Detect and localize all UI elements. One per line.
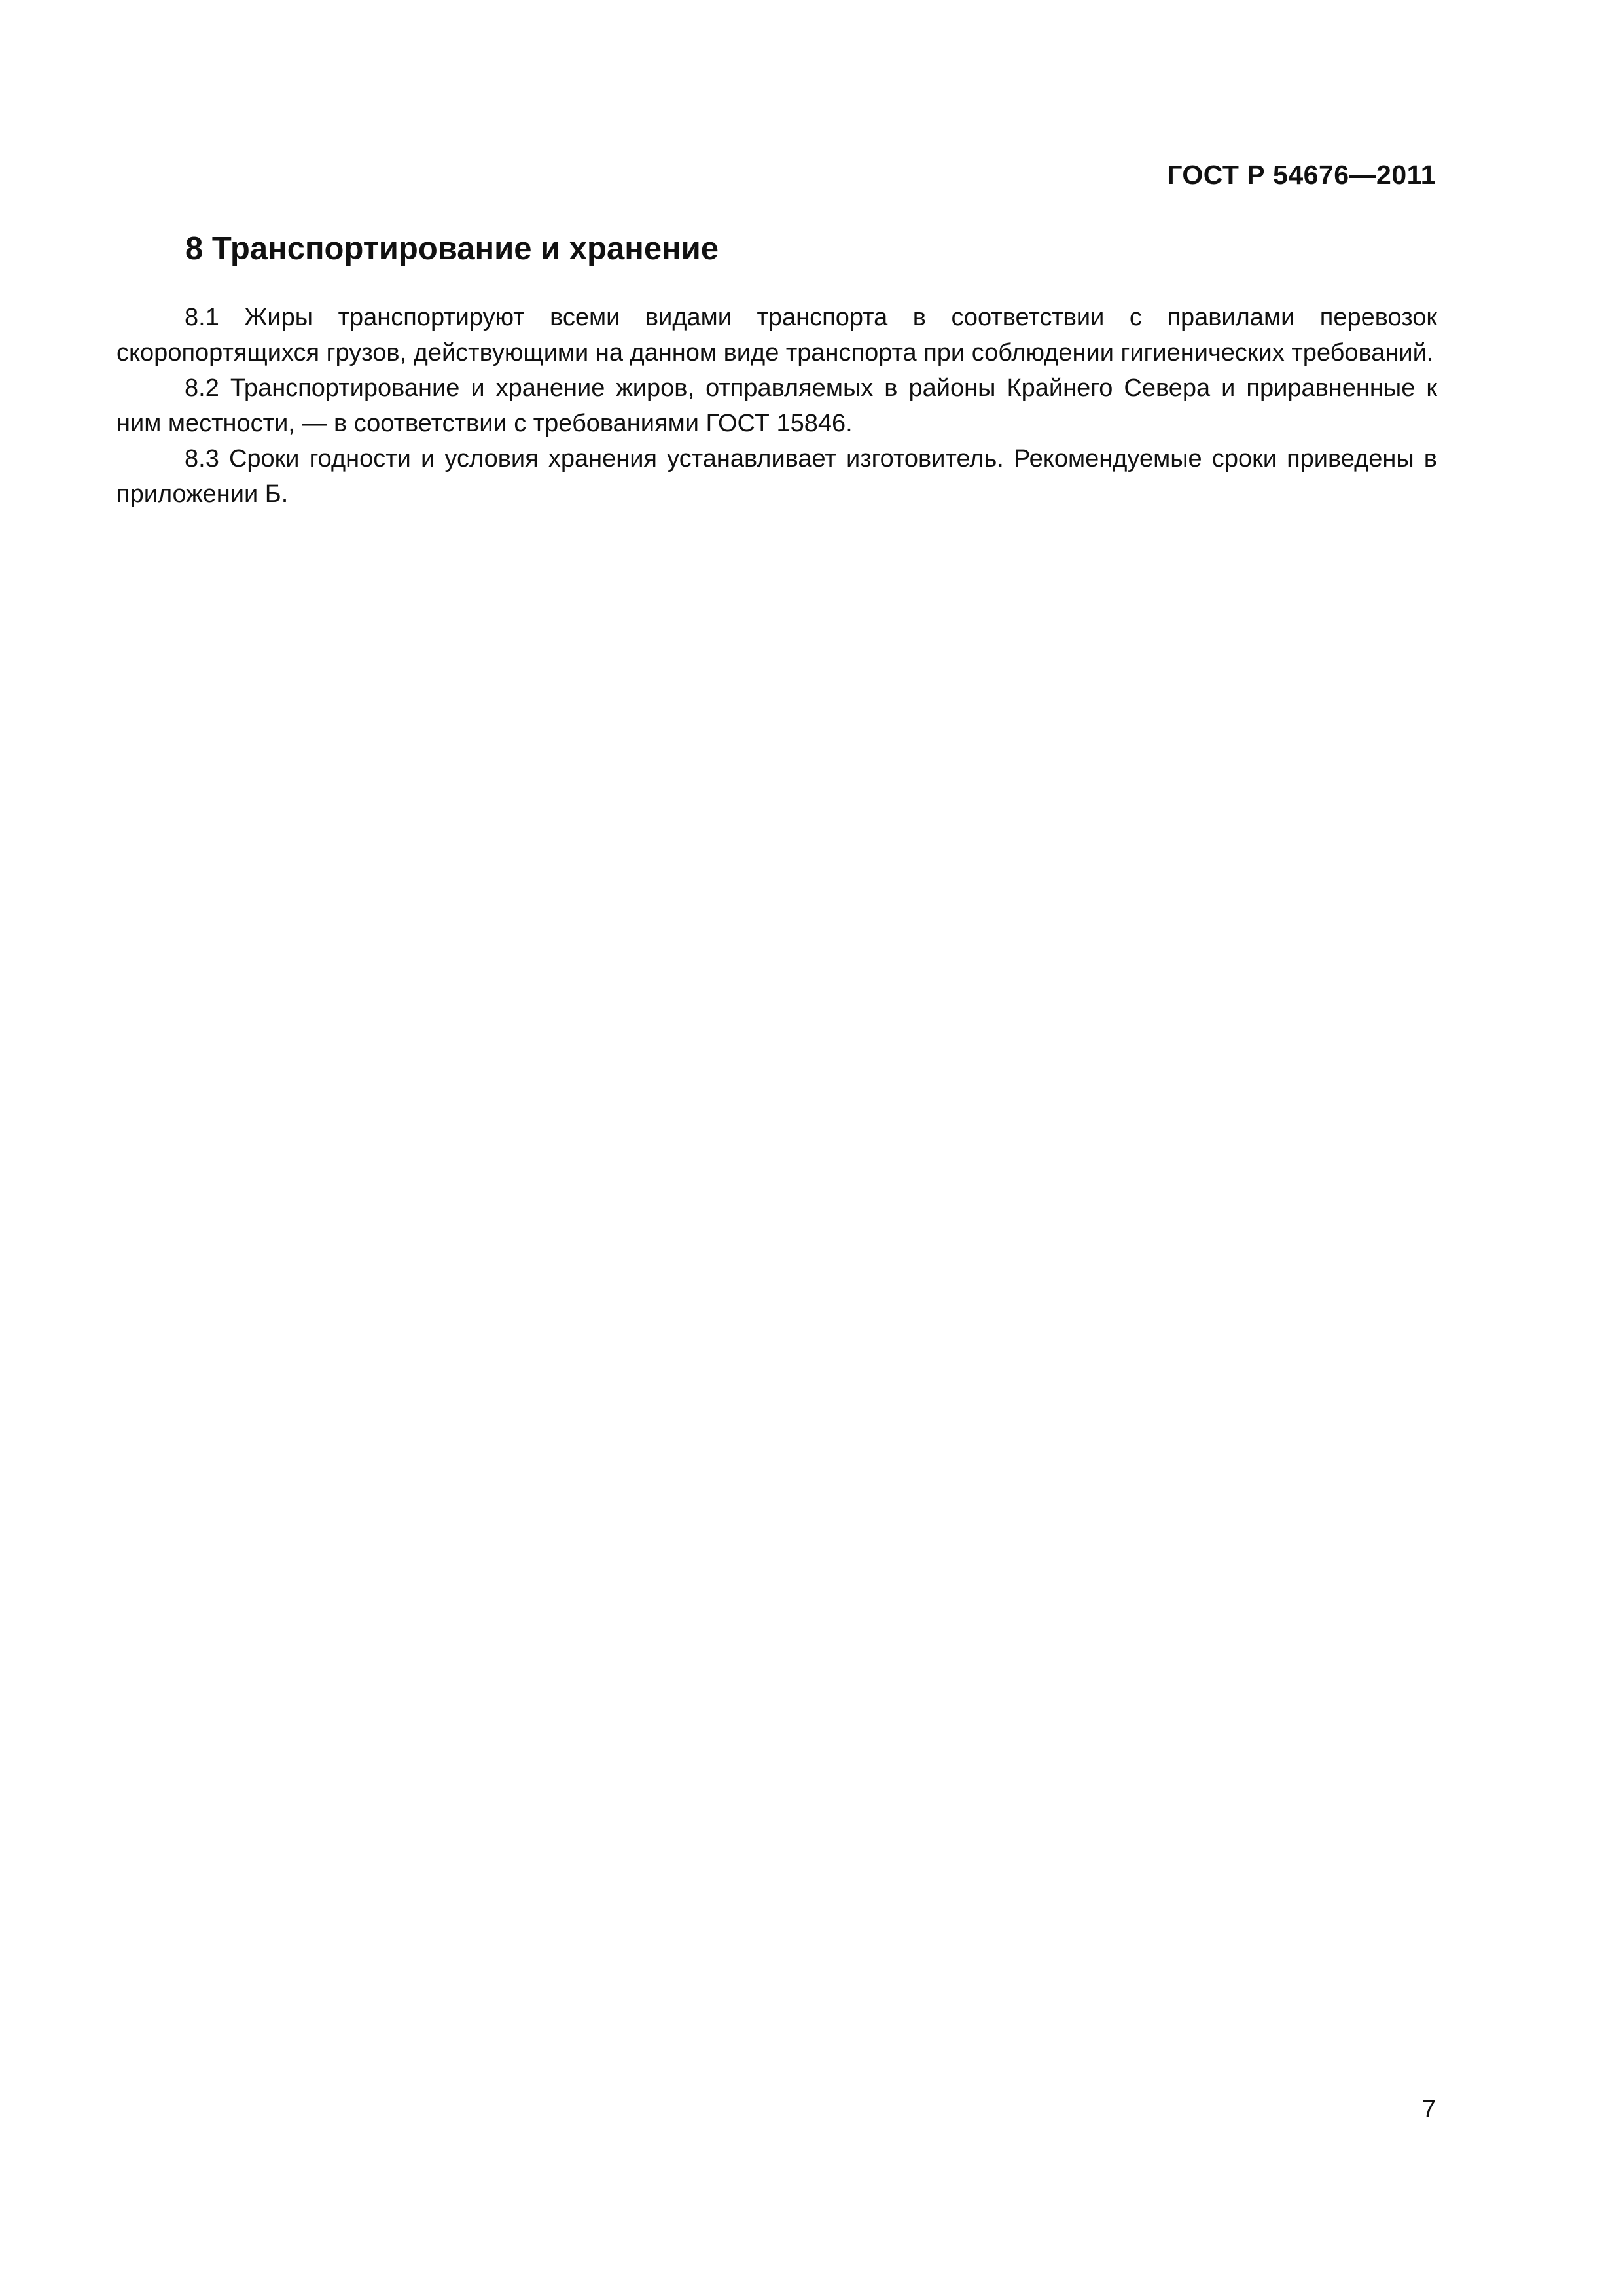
paragraph-8-3: 8.3 Сроки годности и условия хранения устанавливает изготовитель. Рекомендуемые сроки приведены в приложении Б. [116,445,1437,508]
paragraph-8-1: 8.1 Жиры транспортируют всеми видами транспорта в соответствии с правилами перевозок скоропортящихся грузов, действующими на данном виде транспорта при соблюдении гигиенических требований. [116,304,1437,367]
section-title: 8 Транспортирование и хранение [185,231,719,266]
paragraph-8-2: 8.2 Транспортирование и хранение жиров, отправляемых в районы Крайнего Севера и приравненные к ним местности, — в соответствии с требованиями ГОСТ 15846. [116,374,1437,437]
section-body [116,300,1437,512]
document-code: ГОСТ Р 54676—2011 [1167,160,1436,190]
page-number: 7 [1421,2096,1436,2123]
